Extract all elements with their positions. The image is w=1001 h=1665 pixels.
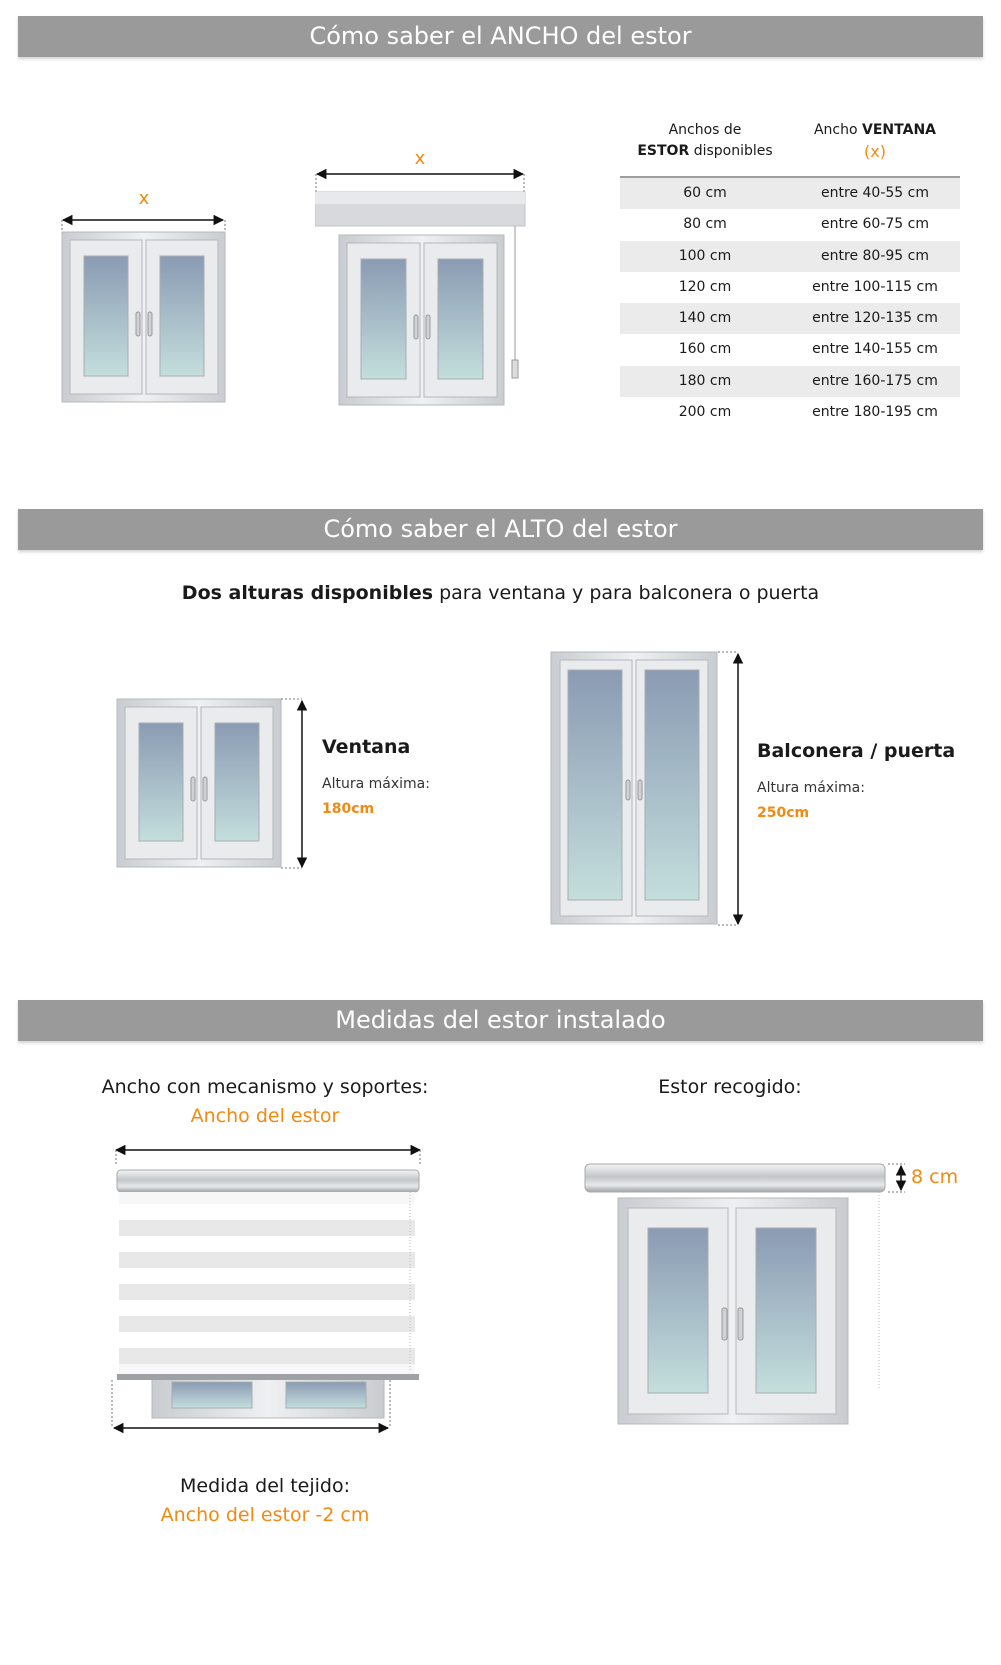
width-table-body <box>620 178 960 428</box>
height-8cm-label: 8 cm <box>911 1166 959 1188</box>
cell-ventana: entre 60-75 cm <box>821 216 929 233</box>
cell-estor: 180 cm <box>678 372 732 389</box>
cell-ventana: entre 120-135 cm <box>812 310 938 327</box>
balconera-illustration <box>550 650 750 930</box>
cell-ventana: entre 160-175 cm <box>812 372 938 389</box>
installed-blind-illustration <box>110 1142 430 1462</box>
cell-estor: 140 cm <box>678 310 732 327</box>
table-row <box>620 178 960 209</box>
table-row <box>620 303 960 334</box>
cell-estor: 60 cm <box>683 185 727 201</box>
header-estor <box>620 120 790 176</box>
header-ventana-x: (x) <box>864 142 886 161</box>
subtitle-bold: Dos alturas disponibles <box>181 582 434 604</box>
ventana-info <box>322 736 430 817</box>
ventana-max-label: Altura máxima: <box>322 776 430 792</box>
width-table-header <box>620 120 960 178</box>
header-estor-bold: ESTOR <box>637 143 690 159</box>
balconera-max-label: Altura máxima: <box>757 780 865 796</box>
subtitle-rest: para ventana y para balconera o puerta <box>433 582 820 604</box>
cell-estor: 160 cm <box>678 341 732 358</box>
cell-ventana: entre 40-55 cm <box>821 185 929 201</box>
table-row <box>620 334 960 365</box>
header-ventana-bold: VENTANA <box>862 122 936 138</box>
cell-estor: 100 cm <box>678 247 732 264</box>
balconera-title: Balconera / puerta <box>757 740 956 762</box>
cell-ventana: entre 140-155 cm <box>812 341 938 358</box>
header-ventana-line1: Ancho <box>813 122 858 138</box>
ventana-max-value: 180cm <box>322 801 375 817</box>
table-row <box>620 366 960 397</box>
bottom-caption <box>60 1472 470 1530</box>
left-caption-orange: Ancho del estor <box>190 1105 340 1127</box>
header-ventana <box>790 120 960 176</box>
bottom-caption-text: Medida del tejido: <box>179 1475 351 1497</box>
balconera-max-value: 250cm <box>757 805 810 821</box>
heights-subtitle <box>0 582 1001 604</box>
section-title-alto: Cómo saber el ALTO del estor <box>18 509 983 550</box>
balconera-info <box>757 740 955 821</box>
table-row <box>620 272 960 303</box>
table-row <box>620 209 960 240</box>
left-caption <box>60 1073 470 1131</box>
header-estor-line1: Anchos de <box>668 122 742 138</box>
table-row <box>620 397 960 428</box>
cell-ventana: entre 180-195 cm <box>812 404 938 421</box>
width-table <box>620 120 960 428</box>
width-x-label: x <box>138 188 150 209</box>
cell-estor: 80 cm <box>683 216 727 233</box>
section-title-medidas: Medidas del estor instalado <box>18 1000 983 1041</box>
cell-estor: 120 cm <box>678 278 732 295</box>
ventana-illustration <box>116 695 316 875</box>
table-row <box>620 241 960 272</box>
left-caption-text: Ancho con mecanismo y soportes: <box>101 1076 429 1098</box>
header-estor-rest: disponibles <box>693 143 773 159</box>
cell-ventana: entre 100-115 cm <box>812 278 938 295</box>
right-caption: Estor recogido: <box>658 1076 802 1098</box>
bottom-caption-orange: Ancho del estor -2 cm <box>160 1504 370 1526</box>
cell-ventana: entre 80-95 cm <box>821 247 929 264</box>
section-title-ancho: Cómo saber el ANCHO del estor <box>18 16 983 57</box>
cell-estor: 200 cm <box>678 404 732 421</box>
rolled-blind-illustration <box>583 1160 913 1450</box>
width-x-label-2: x <box>414 148 426 169</box>
ventana-title: Ventana <box>322 736 411 758</box>
